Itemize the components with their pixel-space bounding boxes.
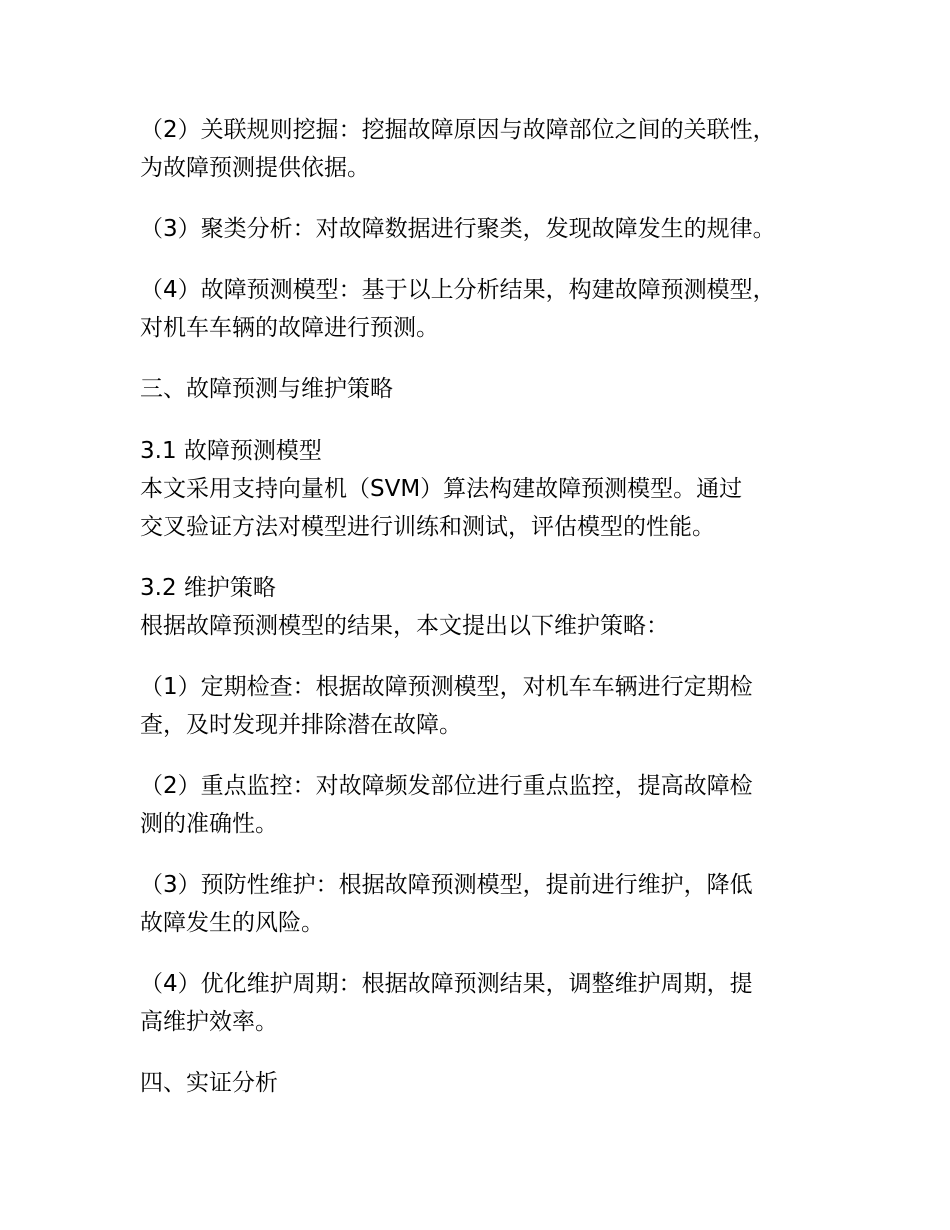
paragraph-strategy-optimize-cycle bbox=[140, 965, 815, 1041]
text-line: 交叉验证方法对模型进行训练和测试，评估模型的性能。 bbox=[140, 514, 715, 540]
paragraph-strategy-regular-inspection bbox=[140, 668, 815, 744]
text-line: 为故障预测提供依据。 bbox=[140, 155, 370, 181]
paragraph-svm-model bbox=[140, 470, 815, 546]
paragraph-association-rule-mining bbox=[140, 111, 815, 187]
text-line: （4）故障预测模型：基于以上分析结果，构建故障预测模型， bbox=[140, 277, 776, 303]
paragraph-fault-prediction-model bbox=[140, 271, 815, 347]
text-line: 本文采用支持向量机（SVM）算法构建故障预测模型。通过 bbox=[140, 476, 743, 502]
text-line: （2）重点监控：对故障频发部位进行重点监控，提高故障检 bbox=[140, 773, 753, 799]
text-line: （3）预防性维护：根据故障预测模型，提前进行维护，降低 bbox=[140, 872, 753, 898]
paragraph-clustering-analysis bbox=[140, 210, 815, 248]
text-line: 测的准确性。 bbox=[140, 811, 278, 837]
section-heading-empirical-analysis: 四、实证分析 bbox=[140, 1070, 278, 1096]
section-heading-fault-prediction-maintenance: 三、故障预测与维护策略 bbox=[140, 376, 393, 402]
paragraph-strategy-key-monitoring bbox=[140, 767, 815, 843]
text-line: （2）关联规则挖掘：挖掘故障原因与故障部位之间的关联性， bbox=[140, 117, 776, 143]
text-line: 故障发生的风险。 bbox=[140, 910, 324, 936]
text-line: （3）聚类分析：对故障数据进行聚类，发现故障发生的规律。 bbox=[140, 216, 776, 242]
paragraph-maintenance-intro bbox=[140, 607, 815, 645]
text-line: 对机车车辆的故障进行预测。 bbox=[140, 315, 439, 341]
text-line: （1）定期检查：根据故障预测模型，对机车车辆进行定期检 bbox=[140, 674, 753, 700]
subsection-heading-3-2: 3.2 维护策略 bbox=[140, 575, 276, 601]
text-line: 根据故障预测模型的结果，本文提出以下维护策略： bbox=[140, 613, 669, 639]
text-line: 高维护效率。 bbox=[140, 1009, 278, 1035]
paragraph-strategy-preventive-maintenance bbox=[140, 866, 815, 942]
text-line: 查，及时发现并排除潜在故障。 bbox=[140, 712, 462, 738]
subsection-heading-3-1: 3.1 故障预测模型 bbox=[140, 438, 322, 464]
text-line: （4）优化维护周期：根据故障预测结果，调整维护周期，提 bbox=[140, 971, 753, 997]
